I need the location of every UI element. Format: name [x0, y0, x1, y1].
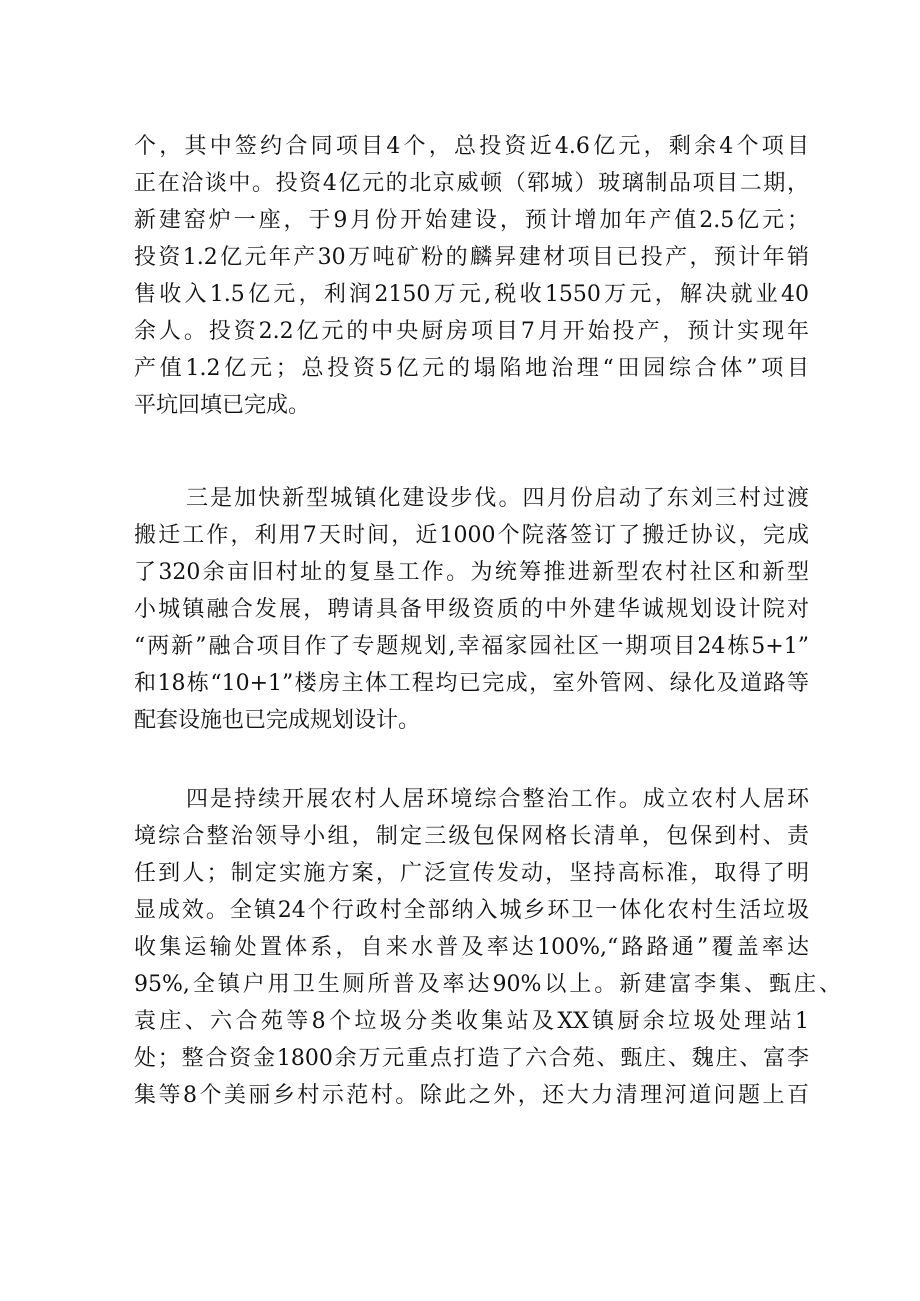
paragraph-investment-projects — [134, 128, 809, 424]
text-line: 正在洽谈中。投资4亿元的北京威顿（郓城）玻璃制品项目二期， — [134, 171, 809, 196]
text-line: 小城镇融合发展，聘请具备甲级资质的中外建华诚规划设计院对 — [134, 597, 809, 622]
text-line: 售收入1.5亿元，利润2150万元,税收1550万元，解决就业40 — [134, 282, 809, 307]
text-line: 了320余亩旧村址的复垦工作。为统筹推进新型农村社区和新型 — [134, 560, 809, 585]
text-line: 境综合整治领导小组，制定三级包保网格长清单，包保到村、责 — [134, 824, 809, 849]
text-line: 四是持续开展农村人居环境综合整治工作。成立农村人居环 — [186, 787, 809, 812]
text-line: 和18栋“10+1”楼房主体工程均已完成，室外管网、绿化及道路等 — [134, 671, 809, 696]
text-line: 收集运输处置体系，自来水普及率达100%,“路路通”覆盖率达 — [134, 935, 809, 960]
text-line: 平坑回填已完成。 — [134, 393, 311, 418]
paragraph-rural-environment — [134, 781, 841, 1114]
text-line: 处；整合资金1800余万元重点打造了六合苑、甄庄、魏庄、富李 — [134, 1046, 809, 1071]
text-line: 余人。投资2.2亿元的中央厨房项目7月开始投产，预计实现年 — [134, 319, 809, 344]
text-line: 搬迁工作，利用7天时间，近1000个院落签订了搬迁协议，完成 — [134, 523, 809, 548]
text-line: 袁庄、六合苑等8个垃圾分类收集站及XX镇厨余垃圾处理站1 — [134, 1009, 809, 1034]
text-line: 任到人；制定实施方案，广泛宣传发动，坚持高标准，取得了明 — [134, 861, 809, 886]
text-line: 显成效。全镇24个行政村全部纳入城乡环卫一体化农村生活垃圾 — [134, 898, 809, 923]
text-line: 产值1.2亿元；总投资5亿元的塌陷地治理“田园综合体”项目 — [134, 356, 809, 381]
text-line: 三是加快新型城镇化建设步伐。四月份启动了东刘三村过渡 — [186, 486, 809, 511]
text-line: 个，其中签约合同项目4个，总投资近4.6亿元，剩余4个项目 — [134, 134, 809, 159]
text-line: 配套设施也已完成规划设计。 — [134, 708, 421, 733]
text-line: “两新”融合项目作了专题规划,幸福家园社区一期项目24栋5+1” — [134, 634, 809, 659]
text-line: 投资1.2亿元年产30万吨矿粉的麟昇建材项目已投产，预计年销 — [134, 245, 809, 270]
text-line: 集等8个美丽乡村示范村。除此之外，还大力清理河道问题上百 — [134, 1083, 809, 1108]
text-line: 新建窑炉一座，于9月份开始建设，预计增加年产值2.5亿元； — [134, 208, 809, 233]
paragraph-urbanization — [134, 480, 809, 739]
text-line: 95%,全镇户用卫生厕所普及率达90%以上。新建富李集、甄庄、 — [134, 972, 841, 997]
